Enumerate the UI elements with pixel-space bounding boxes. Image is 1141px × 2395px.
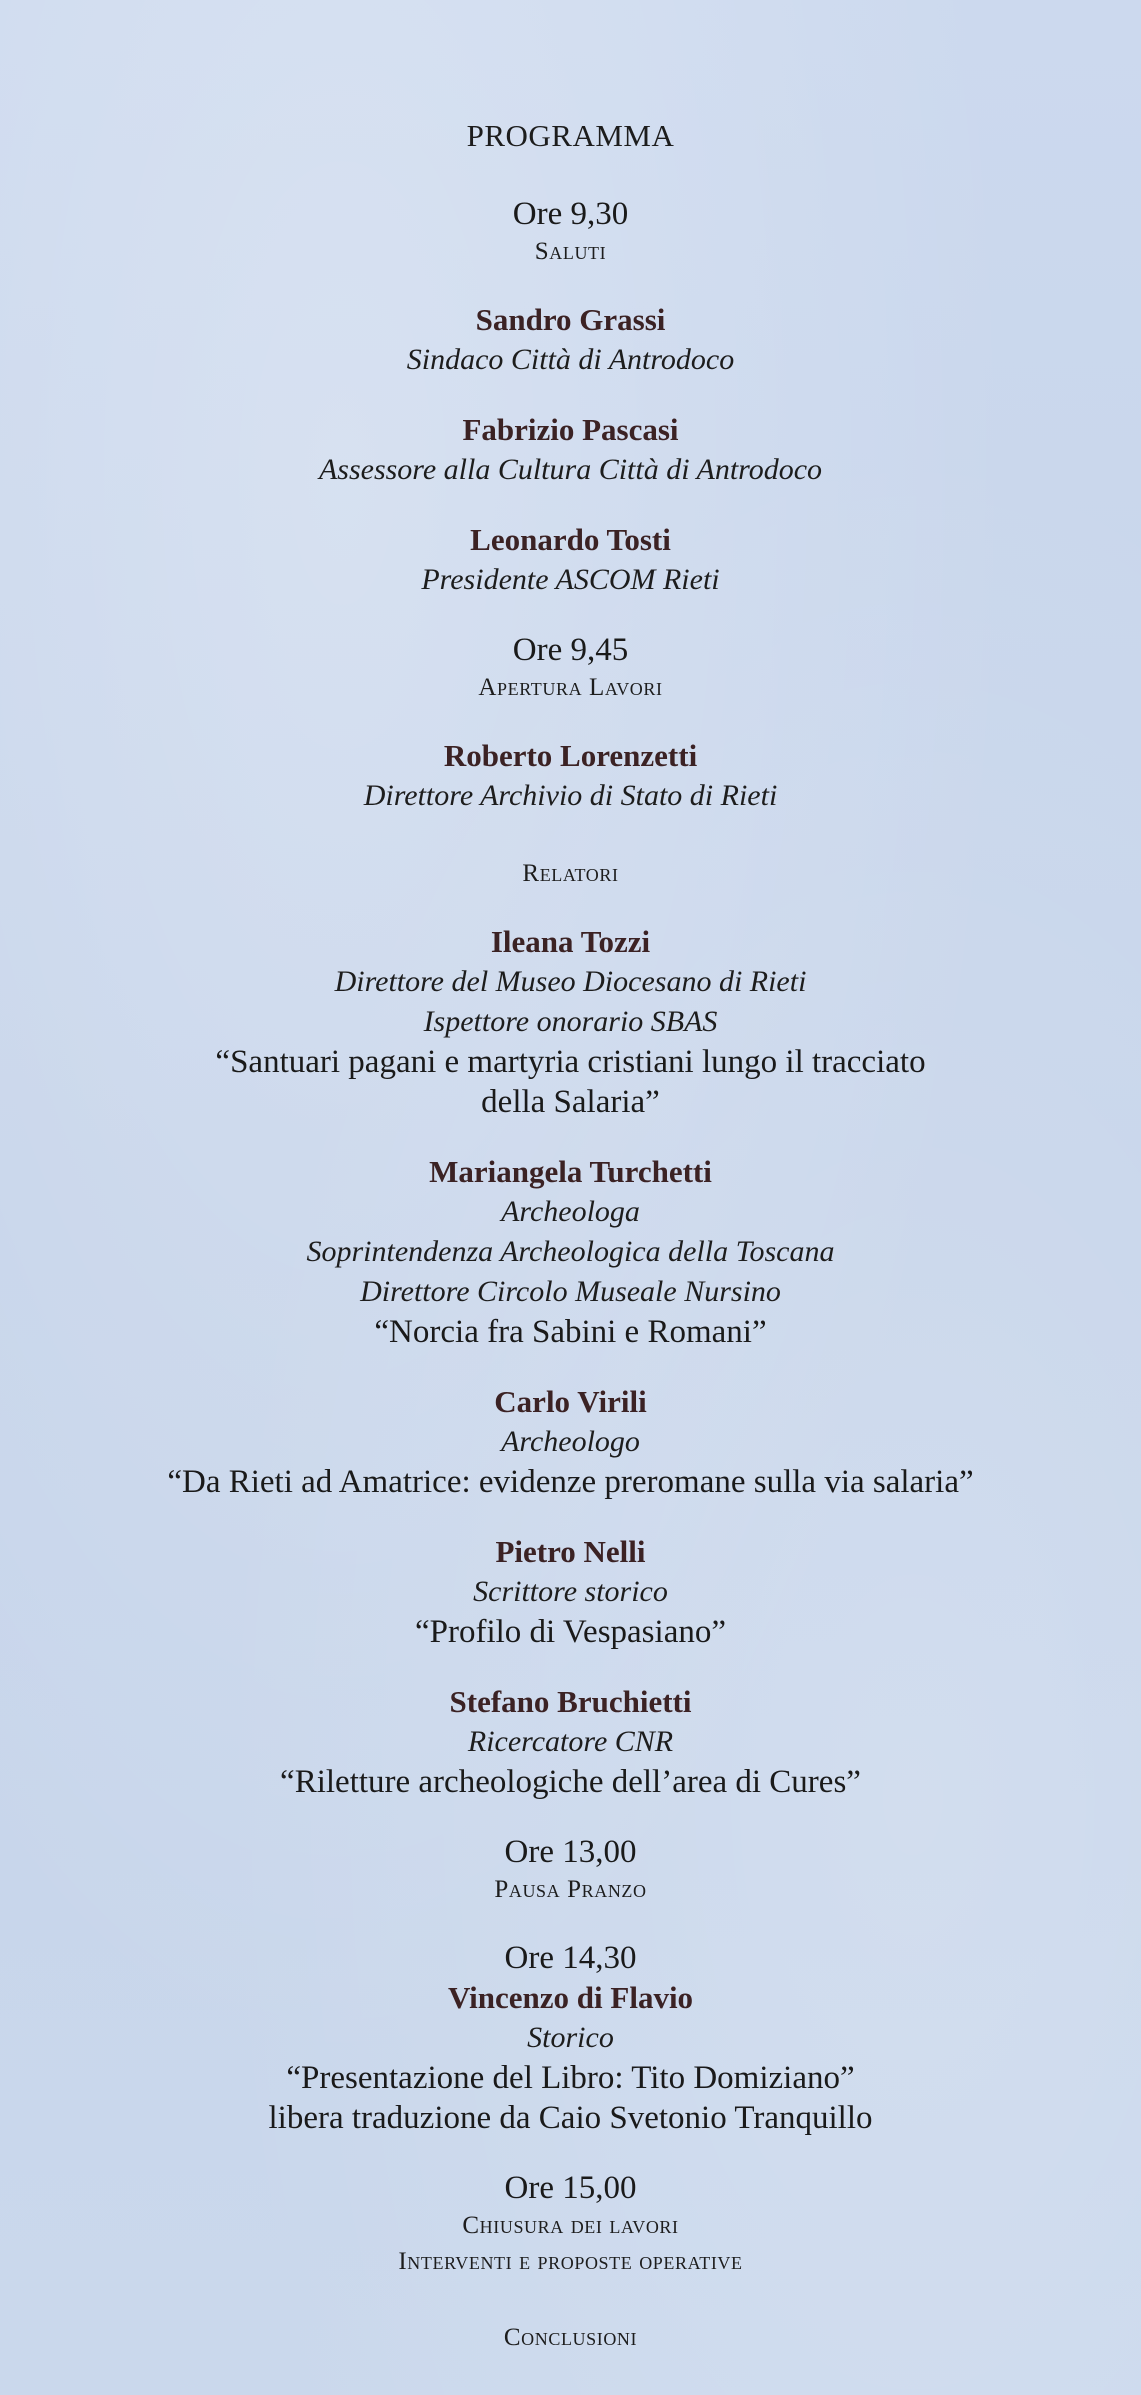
afternoon-section: [0, 1938, 1141, 2138]
lunch-label: Pausa Pranzo: [494, 1876, 647, 1903]
talk-subtitle: libera traduzione da Caio Svetonio Tranquillo: [268, 2100, 873, 2136]
greeter-name: Fabrizio Pascasi: [462, 412, 679, 447]
speaker-stefano-bruchietti: [0, 1682, 1141, 1802]
speaker-carlo-virili: [0, 1382, 1141, 1502]
start-section: [0, 630, 1141, 706]
speaker-name: Mariangela Turchetti: [429, 1154, 712, 1189]
greeter-role: Sindaco Città di Antrodoco: [406, 343, 735, 376]
greeter-role: Assessore alla Cultura Città di Antrodoco: [318, 453, 823, 486]
speaker-role: Storico: [527, 2021, 614, 2054]
closing-section: [0, 2168, 1141, 2280]
speaker-name: Carlo Virili: [494, 1384, 647, 1419]
greeter-name: Leonardo Tosti: [470, 522, 671, 557]
lunch-time: Ore 13,00: [504, 1834, 637, 1870]
speaker-role: Soprintendenza Archeologica della Toscana: [306, 1235, 835, 1268]
talk-title: “Presentazione del Libro: Tito Domiziano”: [286, 2060, 855, 2096]
speaker-role: Archeologo: [501, 1425, 640, 1458]
opening-section: [0, 194, 1141, 270]
greeter-name: Sandro Grassi: [475, 302, 666, 337]
start-label: Apertura Lavori: [478, 674, 663, 701]
conclusions-label: Conclusioni: [503, 2324, 638, 2351]
speaker-role: Ispettore onorario SBAS: [423, 1005, 718, 1038]
speaker-name: Pietro Nelli: [495, 1534, 646, 1569]
chair-name: Roberto Lorenzetti: [443, 738, 698, 773]
talk-title: della Salaria”: [481, 1084, 660, 1120]
speakers-label: Relatori: [522, 860, 619, 887]
speaker-name: Ileana Tozzi: [490, 924, 651, 959]
speaker-role: Archeologa: [501, 1195, 640, 1228]
speaker-name: Vincenzo di Flavio: [447, 1980, 694, 2015]
greeter-fabrizio-pascasi: [0, 410, 1141, 490]
greeter-role: Presidente ASCOM Rieti: [421, 563, 720, 596]
speaker-name: Stefano Bruchietti: [449, 1684, 692, 1719]
talk-title: “Norcia fra Sabini e Romani”: [374, 1314, 767, 1350]
speaker-role: Ricercatore CNR: [467, 1725, 674, 1758]
opening-label: Saluti: [534, 238, 607, 265]
chair-role: Direttore Archivio di Stato di Rieti: [363, 779, 778, 812]
speaker-role: Direttore del Museo Diocesano di Rieti: [334, 965, 807, 998]
program-heading: PROGRAMMA: [466, 118, 675, 153]
afternoon-time: Ore 14,30: [504, 1940, 637, 1976]
talk-title: “Profilo di Vespasiano”: [414, 1614, 726, 1650]
talk-title: “Da Rieti ad Amatrice: evidenze preromane sulla via salaria”: [167, 1464, 974, 1500]
closing-label: Chiusura dei lavori: [462, 2212, 679, 2239]
speaker-mariangela-turchetti: [0, 1152, 1141, 1352]
talk-title: “Riletture archeologiche dell’area di Cures”: [280, 1764, 861, 1800]
chair-roberto-lorenzetti: [0, 736, 1141, 816]
lunch-section: [0, 1832, 1141, 1908]
start-time: Ore 9,45: [512, 632, 629, 668]
speaker-ileana-tozzi: [0, 922, 1141, 1122]
speaker-role: Scrittore storico: [473, 1575, 668, 1608]
greeter-sandro-grassi: [0, 300, 1141, 380]
greeter-leonardo-tosti: [0, 520, 1141, 600]
speaker-role: Direttore Circolo Museale Nursino: [360, 1275, 781, 1308]
speaker-pietro-nelli: [0, 1532, 1141, 1652]
talk-title: “Santuari pagani e martyria cristiani lungo il tracciato: [215, 1044, 926, 1080]
closing-label: Interventi e proposte operative: [398, 2248, 743, 2275]
opening-time: Ore 9,30: [512, 196, 629, 232]
closing-time: Ore 15,00: [504, 2170, 637, 2206]
